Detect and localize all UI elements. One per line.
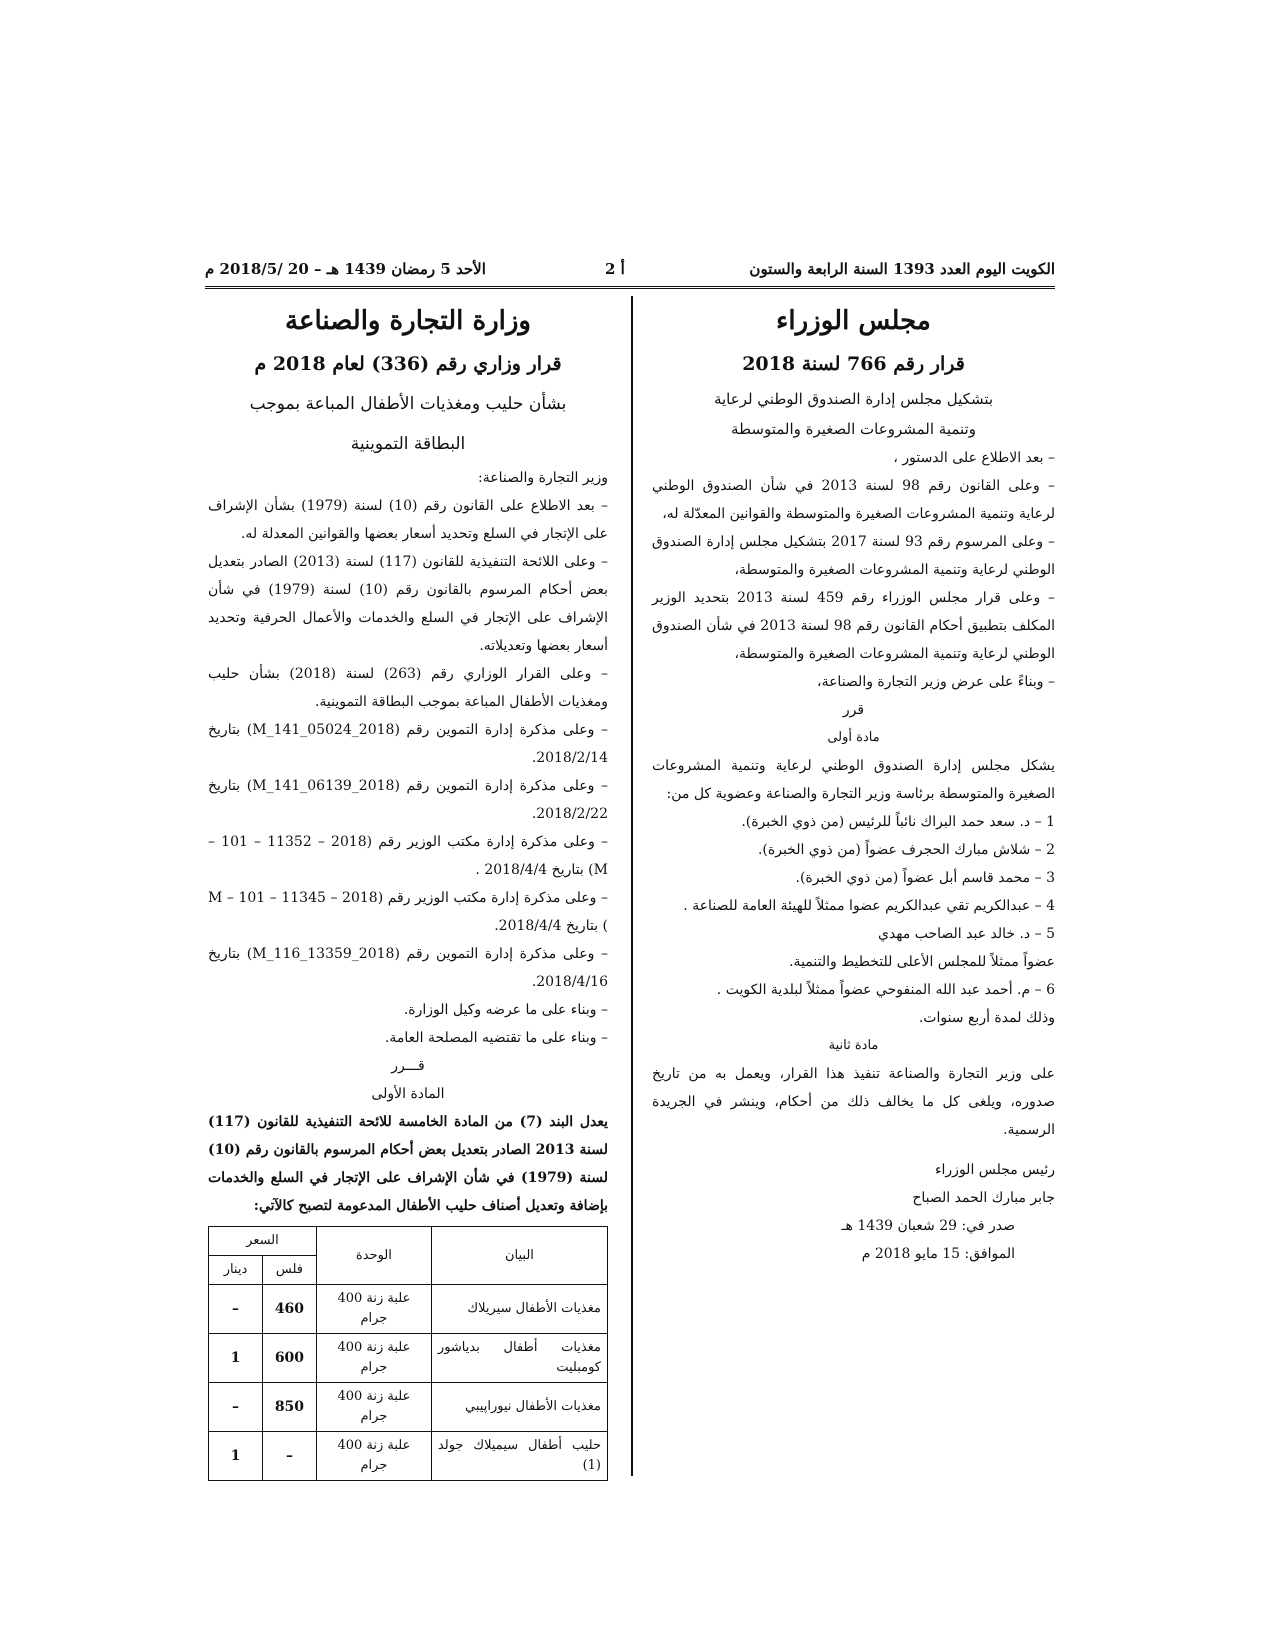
ministry-article-1-title: المادة الأولى bbox=[371, 1086, 445, 1102]
council-article-2-title: مادة ثانية bbox=[828, 1038, 879, 1053]
ministry-preamble-9: – وبناء على ما عرضه وكيل الوزارة. bbox=[403, 1002, 608, 1018]
row-statement: مغذيات أطفال بدياشور كومبليت bbox=[431, 1334, 607, 1383]
council-member-3: 3 – محمد قاسم أبل عضواً (من ذوي الخبرة). bbox=[795, 870, 1055, 886]
signature-name: جابر مبارك الحمد الصباح bbox=[912, 1190, 1055, 1206]
header-date: الأحد 5 رمضان 1439 هـ – 20 /2018/5 م bbox=[205, 260, 486, 278]
council-subject-line-2: وتنمية المشروعات الصغيرة والمتوسطة bbox=[731, 420, 976, 438]
col-header-unit: الوحدة bbox=[316, 1227, 431, 1285]
row-statement: مغذيات الأطفال نيوراپيبي bbox=[431, 1383, 607, 1432]
header-rule bbox=[205, 286, 1055, 289]
header-issue: الكويت اليوم العدد 1393 السنة الرابعة والستون bbox=[749, 260, 1055, 278]
row-unit: علبة زنة 400 جرام bbox=[316, 1383, 431, 1432]
row-statement: حليب أطفال سيميلاك جولد (1) bbox=[431, 1432, 607, 1481]
row-unit: علبة زنة 400 جرام bbox=[316, 1334, 431, 1383]
council-column bbox=[652, 298, 1055, 1268]
ministry-article-1-text: يعدل البند (7) من المادة الخامسة للائحة التنفيذية للقانون (117) لسنة 2013 الصادر بتعديل بعض أحكام المرسوم بالقانون رقم (10) لسنة (1979) في شأن الإشراف على الإتجار في السلع والخدمات بإضافة وتعديل أصناف حليب الأطفال المدعومة لتصبح كالآتي: bbox=[208, 1114, 609, 1214]
ministry-decided: قـــرر bbox=[391, 1058, 425, 1074]
table-row bbox=[209, 1383, 608, 1432]
ministry-preamble-6: – وعلى مذكرة إدارة مكتب الوزير رقم (2018 – 11352 – 101 – M) بتاريخ 2018/4/4 . bbox=[208, 834, 608, 878]
council-member-6: 6 – م. أحمد عبد الله المنفوحي عضواً ممثلاً لبلدية الكويت . bbox=[716, 982, 1055, 998]
row-fils: – bbox=[262, 1432, 316, 1481]
council-member-5: 5 – د. خالد عبد الصاحب مهدي bbox=[878, 926, 1055, 942]
council-member-4: 4 – عبدالكريم تقي عبدالكريم عضوا ممثلاً للهيئة العامة للصناعة . bbox=[683, 898, 1055, 914]
ministry-preamble-3: – وعلى القرار الوزاري رقم (263) لسنة (2018) بشأن حليب ومغذيات الأطفال المباعة بموجب البطاقة التموينية. bbox=[208, 666, 608, 710]
council-article-1-title: مادة أولى bbox=[827, 730, 880, 745]
council-article-2-text: على وزير التجارة والصناعة تنفيذ هذا القرار، ويعمل به من تاريخ صدوره، ويلغى كل ما يخالف ذلك من أحكام، وينشر في الجريدة الرسمية. bbox=[652, 1066, 1055, 1138]
row-fils: 850 bbox=[262, 1383, 316, 1432]
price-table bbox=[208, 1226, 608, 1481]
column-divider bbox=[631, 296, 633, 1476]
ministry-minister: وزير التجارة والصناعة: bbox=[478, 470, 608, 486]
ministry-preamble-10: – وبناء على ما تقتضيه المصلحة العامة. bbox=[384, 1030, 608, 1046]
col-header-statement: البيان bbox=[431, 1227, 607, 1285]
ministry-decision-number: قرار وزاري رقم (336) لعام 2018 م bbox=[254, 353, 562, 375]
council-preamble-3: – وعلى المرسوم رقم 93 لسنة 2017 بتشكيل مجلس إدارة الصندوق الوطني لرعاية وتنمية المشروعات الصغيرة والمتوسطة، bbox=[652, 534, 1056, 578]
row-fils: 600 bbox=[262, 1334, 316, 1383]
ministry-subject-line-1: بشأن حليب ومغذيات الأطفال المباعة بموجب bbox=[249, 394, 567, 414]
ministry-subject-line-2: البطاقة التموينية bbox=[350, 434, 466, 454]
row-fils: 460 bbox=[262, 1285, 316, 1334]
council-member-5-role: عضواً ممثلاً للمجلس الأعلى للتخطيط والتنمية. bbox=[789, 954, 1055, 970]
row-statement: مغذيات الأطفال سيريلاك bbox=[431, 1285, 607, 1334]
table-row bbox=[209, 1285, 608, 1334]
header-page-number: أ 2 bbox=[605, 260, 625, 278]
ministry-preamble-4: – وعلى مذكرة إدارة التموين رقم (M_141_05024_2018) بتاريخ 2018/2/14. bbox=[208, 722, 608, 766]
row-dinar: 1 bbox=[209, 1334, 263, 1383]
page-header bbox=[205, 256, 1055, 282]
council-preamble-5: – وبناءً على عرض وزير التجارة والصناعة، bbox=[817, 674, 1055, 690]
corresponding-date: الموافق: 15 مايو 2018 م bbox=[861, 1246, 1015, 1262]
col-header-fils: فلس bbox=[262, 1256, 316, 1285]
table-row bbox=[209, 1432, 608, 1481]
col-header-dinar: دينار bbox=[209, 1256, 263, 1285]
council-decision-number: قرار رقم 766 لسنة 2018 bbox=[742, 353, 965, 375]
row-dinar: – bbox=[209, 1383, 263, 1432]
row-dinar: 1 bbox=[209, 1432, 263, 1481]
ministry-preamble-7: – وعلى مذكرة إدارة مكتب الوزير رقم (2018 – 11345 – 101 – M ) بتاريخ 2018/4/4. bbox=[208, 890, 608, 934]
council-member-2: 2 – شلاش مبارك الحجرف عضواً (من ذوي الخبرة). bbox=[757, 842, 1055, 858]
ministry-preamble-5: – وعلى مذكرة إدارة التموين رقم (M_141_06139_2018) بتاريخ 2018/2/22. bbox=[208, 778, 608, 822]
col-header-price: السعر bbox=[209, 1227, 317, 1256]
ministry-preamble-2: – وعلى اللائحة التنفيذية للقانون (117) لسنة (2013) الصادر بتعديل بعض أحكام المرسوم بالقانون رقم (10) لسنة (1979) في شأن الإشراف على الإتجار في السلع والخدمات والأعمال الحرفية وتحديد أسعار بعضها وتعديلاته. bbox=[208, 554, 608, 654]
row-dinar: – bbox=[209, 1285, 263, 1334]
council-member-1: 1 – د. سعد حمد البراك نائباً للرئيس (من ذوي الخبرة). bbox=[741, 814, 1055, 830]
row-unit: علبة زنة 400 جرام bbox=[316, 1285, 431, 1334]
council-preamble-2: – وعلى القانون رقم 98 لسنة 2013 في شأن الصندوق الوطني لرعاية وتنمية المشروعات الصغيرة والمتوسطة والقوانين المعدّلة له، bbox=[652, 478, 1056, 522]
council-decided: قرر bbox=[842, 702, 865, 718]
council-preamble-4: – وعلى قرار مجلس الوزراء رقم 459 لسنة 2013 بتحديد الوزير المكلف بتطبيق أحكام القانون رقم 98 لسنة 2013 في شأن الصندوق الوطني لرعاية وتنمية المشروعات الصغيرة والمتوسطة، bbox=[652, 590, 1056, 662]
issued-date: صدر في: 29 شعبان 1439 هـ bbox=[841, 1218, 1015, 1234]
table-row bbox=[209, 1334, 608, 1383]
ministry-preamble-1: – بعد الاطلاع على القانون رقم (10) لسنة (1979) بشأن الإشراف على الإتجار في السلع وتحديد أسعار بعضها والقوانين المعدلة له. bbox=[208, 498, 608, 542]
row-unit: علبة زنة 400 جرام bbox=[316, 1432, 431, 1481]
ministry-title: وزارة التجارة والصناعة bbox=[285, 306, 531, 336]
ministry-preamble-8: – وعلى مذكرة إدارة التموين رقم (M_116_13359_2018) بتاريخ 2018/4/16. bbox=[208, 946, 608, 990]
council-preamble-1: – بعد الاطلاع على الدستور ، bbox=[893, 450, 1055, 466]
council-subject-line-1: بتشكيل مجلس إدارة الصندوق الوطني لرعاية bbox=[713, 390, 994, 408]
ministry-column bbox=[208, 298, 608, 1481]
council-title: مجلس الوزراء bbox=[776, 306, 931, 336]
signature-title: رئيس مجلس الوزراء bbox=[934, 1162, 1055, 1178]
council-article-1-text: يشكل مجلس إدارة الصندوق الوطني لرعاية وتنمية المشروعات الصغيرة والمتوسطة برئاسة وزير التجارة والصناعة وعضوية كل من: bbox=[652, 758, 1055, 802]
council-term: وذلك لمدة أربع سنوات. bbox=[918, 1010, 1055, 1026]
